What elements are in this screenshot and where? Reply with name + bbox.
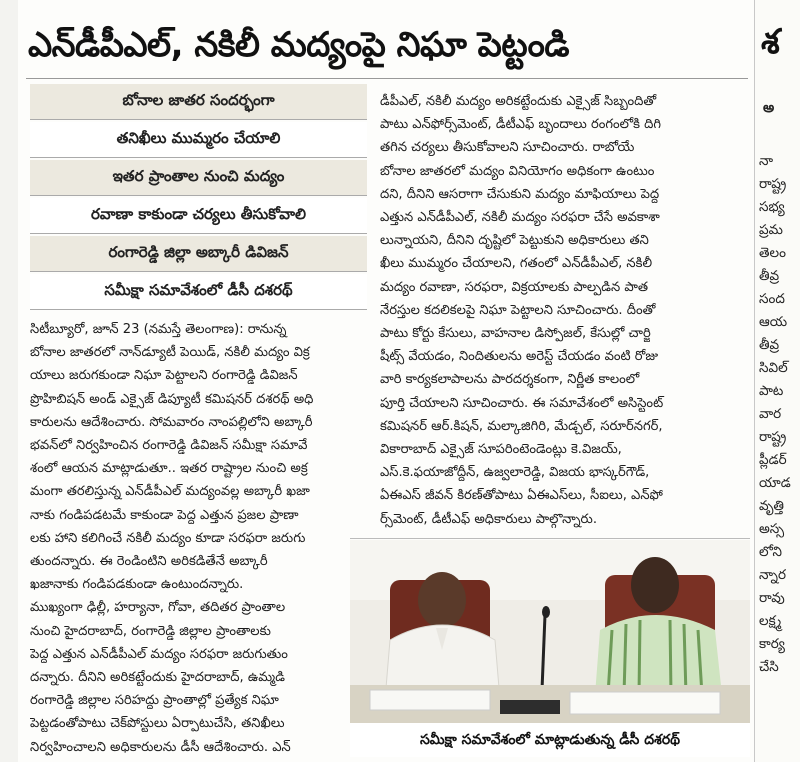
headline-divider bbox=[26, 78, 748, 79]
adjacent-body-line: సభ్య bbox=[759, 199, 785, 215]
body-line: ఖజానాకు గండిపడకుండా ఉంటుందన్నారు. bbox=[30, 577, 244, 593]
body-line: వారి కార్యకలాపాలను పారదర్శకంగా, నిర్ణీత కాలంలో bbox=[380, 372, 640, 388]
adjacent-body-line: వార bbox=[759, 406, 782, 422]
adjacent-body-fragment bbox=[759, 150, 800, 679]
body-line: దన్నారు. దీనిని అరికట్టేందుకు హైదరాబాద్, ఉమ్మడి bbox=[30, 670, 285, 686]
adjacent-headline-fragment: శ bbox=[761, 22, 780, 62]
adjacent-body-line: ప్రమ bbox=[759, 222, 783, 238]
article-column-right bbox=[380, 90, 747, 531]
body-line: మంగా తరలిస్తున్న ఎన్‌డీపీఎల్ మద్యంవల్ల అబ్కారీ ఖజా bbox=[30, 484, 310, 500]
adjacent-body-line: చేసి bbox=[759, 659, 779, 675]
body-line: నిర్వహించాలని అధికారులను డీసీ ఆదేశించారు. ఎన్ bbox=[30, 739, 291, 755]
body-line: పాటు ఎన్‌ఫోర్స్‌మెంట్, డీటీఎఫ్ బృందాలు రంగంలోకి దిగి bbox=[380, 117, 662, 133]
body-line: షీట్స్ వేయడం, నిందితులను అరెస్ట్ చేయడం వంటి రోజు bbox=[380, 349, 658, 365]
body-line: వికారాబాద్ ఎక్సైజ్ సూపరింటెండెంట్లు కె.విజయ్, bbox=[380, 442, 622, 458]
body-line: శంలో ఆయన మాట్లాడుతూ.. ఇతర రాష్ట్రాల నుంచి అక్ర bbox=[30, 461, 308, 477]
body-line: ఎస్.కె.ఫయాజోద్దీన్, ఉజ్వలారెడ్డి, విజయ భాస్కర్‌గౌడ్, bbox=[380, 465, 650, 481]
adjacent-body-line: రాష్ట్ర bbox=[759, 176, 787, 192]
adjacent-body-line: సివిల్ bbox=[759, 360, 788, 376]
subheadline-block bbox=[30, 84, 367, 302]
body-line: లున్నాయని, దీనిని దృష్టిలో పెట్టుకుని అధికారులు తని bbox=[380, 233, 649, 249]
subheadline-3: ఇతర ప్రాంతాల నుంచి మద్యం bbox=[30, 160, 367, 196]
body-line: లకు హాని కలిగించే నకిలీ మద్యం కూడా సరఫరా జరుగు bbox=[30, 530, 306, 546]
body-line: తుందన్నారు. ఈ రెండింటిని అరికడితేనే అబ్కారీ bbox=[30, 554, 268, 570]
body-line: ప్రొహిబిషన్ అండ్ ఎక్సైజ్ డిప్యూటీ కమిషనర్ దశరథ్ అధి bbox=[30, 391, 314, 407]
adjacent-body-line: ఆయ bbox=[759, 314, 788, 330]
body-line: మద్యం రవాణా, సరఫరా, విక్రయాలకు పాల్పడిన పాత bbox=[380, 279, 649, 295]
adjacent-body-line: అస్స bbox=[759, 521, 785, 537]
body-line: కారులను ఆదేశించారు. సోమవారం నాంపల్లిలోని అబ్కారీ bbox=[30, 414, 313, 430]
photo-caption: సమీక్షా సమావేశంలో మాట్లాడుతున్న డీసీ దశరథ్ bbox=[350, 723, 750, 757]
body-line: కమిషనర్ ఆర్.కిషన్, మల్కాజిగిరి, మేడ్చల్, సరూర్‌నగర్, bbox=[380, 418, 663, 434]
body-line: యాలు జరుగకుండా నిఘా పెట్టాలని రంగారెడ్డి డివిజన్ bbox=[30, 368, 298, 384]
body-line: నేరస్తుల కదలికలపై నిఘా పెట్టాలని సూచించారు. దీంతో bbox=[380, 302, 656, 318]
body-line: రంగారెడ్డి జిల్లాల సరిహద్దు ప్రాంతాల్లో ప్రత్యేక నిఘా bbox=[30, 693, 279, 709]
body-line: ఏఈఎస్ జీవన్ కిరణ్‌తోపాటు ఏఈఎస్‌లు, సీఐలు, ఎన్‌ఫో bbox=[380, 488, 663, 504]
adjacent-body-line: రాష్ట్ర bbox=[759, 429, 787, 445]
body-line: ఖీలు ముమ్మరం చేయాలని, గతంలో ఎన్‌డీపీఎల్, నకిలీ bbox=[380, 256, 653, 272]
adjacent-body-line: యాడ bbox=[759, 475, 791, 491]
adjacent-body-line: రావు bbox=[759, 590, 785, 606]
adjacent-body-line: న్నార bbox=[759, 567, 786, 583]
body-line: బోనాల జాతరలో నాన్‌డ్యూటీ పెయిడ్, నకిలీ మద్యం విక్ర bbox=[30, 345, 310, 361]
body-line: పెద్ద ఎత్తున ఎన్‌డీపీఎల్ మద్యం సరఫరా జరుగుతుం bbox=[30, 646, 288, 662]
adjacent-body-line: లోని bbox=[759, 544, 783, 560]
adjacent-body-line: వృత్తి bbox=[759, 498, 784, 514]
adjacent-body-line: తీవ్ర bbox=[759, 337, 780, 353]
subheadline-4: రవాణా కాకుండా చర్యలు తీసుకోవాలి bbox=[30, 198, 367, 234]
subheadline-1: బోనాల జాతర సందర్భంగా bbox=[30, 84, 367, 120]
article-column-left bbox=[30, 318, 367, 759]
subheadline-2: తనిఖీలు ముమ్మరం చేయాలి bbox=[30, 122, 367, 158]
adjacent-body-line: నా bbox=[759, 153, 774, 169]
body-line: బోనాల జాతరలో మద్యం వినియోగం అధికంగా ఉంటుం bbox=[380, 163, 655, 179]
subheadline-5: రంగారెడ్డి జిల్లా అబ్కారీ డివిజన్ bbox=[30, 236, 367, 272]
body-line: తగిన చర్యలు తీసుకోవాలని సూచించారు. రాబోయే bbox=[380, 140, 635, 156]
body-line: ముఖ్యంగా ఢిల్లీ, హర్యానా, గోవా, తదితర ప్రాంతాల bbox=[30, 600, 286, 616]
body-line: ఎత్తున ఎన్‌డీపీఎల్, నకిలీ మద్యం సరఫరా చేసే అవకాశా bbox=[380, 210, 660, 226]
body-line: నాకు గండిపడటమే కాకుండా పెద్ద ఎత్తున ప్రజల ప్రాణా bbox=[30, 507, 299, 523]
body-line: పాటు కోర్టు కేసులు, వాహనాల డిస్పోజల్, కేసుల్లో చార్జి bbox=[380, 326, 651, 342]
adjacent-body-line: తీవ్ర bbox=[759, 268, 780, 284]
body-line: దని, దీనిని ఆసరాగా చేసుకుని మద్యం మాఫియాలు పెద్ద bbox=[380, 186, 660, 202]
adjacent-body-line: తెలం bbox=[759, 245, 786, 261]
body-line: నుంచి హైదరాబాద్, రంగారెడ్డి జిల్లాల ప్రాంతాలకు bbox=[30, 623, 271, 639]
adjacent-subhead-fragment: అ bbox=[763, 100, 775, 116]
adjacent-body-line: ప్లీడర్ bbox=[759, 452, 787, 468]
adjacent-body-line: లక్ష్మ bbox=[759, 613, 782, 629]
meeting-photo-illustration bbox=[350, 540, 750, 723]
body-line: ర్స్‌మెంట్, డీటీఎఫ్ అధికారులు పాల్గొన్నారు. bbox=[380, 511, 597, 527]
body-line: పూర్తి చేయాలని సూచించారు. ఈ సమావేశంలో అసిస్టెంట్ bbox=[380, 395, 664, 411]
body-line: పెట్టడంతోపాటు చెక్‌పోస్టులు ఏర్పాటుచేసి, తనిఖీలు bbox=[30, 716, 285, 732]
adjacent-article-fragment bbox=[754, 0, 800, 762]
body-line: సిటీబ్యూరో, జూన్ 23 (నమస్తే తెలంగాణ): రానున్న bbox=[30, 322, 287, 337]
adjacent-body-line: సంద bbox=[759, 291, 785, 307]
article-headline: ఎన్‌డీపీఎల్, నకిలీ మద్యంపై నిఘా పెట్టండి bbox=[28, 25, 570, 65]
body-line: డీపీఎల్, నకిలీ మద్యం అరికట్టేందుకు ఎక్సైజ్ సిబ్బందితో bbox=[380, 94, 657, 109]
adjacent-body-line: కార్య bbox=[759, 636, 785, 652]
adjacent-body-line: పాట bbox=[759, 383, 784, 399]
page-gutter bbox=[0, 0, 18, 762]
meeting-photo bbox=[350, 540, 750, 723]
subheadline-6: సమీక్షా సమావేశంలో డీసీ దశరథ్ bbox=[30, 274, 367, 310]
photo-top-rule bbox=[350, 538, 750, 539]
body-line: భవన్‌లో నిర్వహించిన రంగారెడ్డి డివిజన్ సమీక్షా సమావే bbox=[30, 438, 308, 454]
